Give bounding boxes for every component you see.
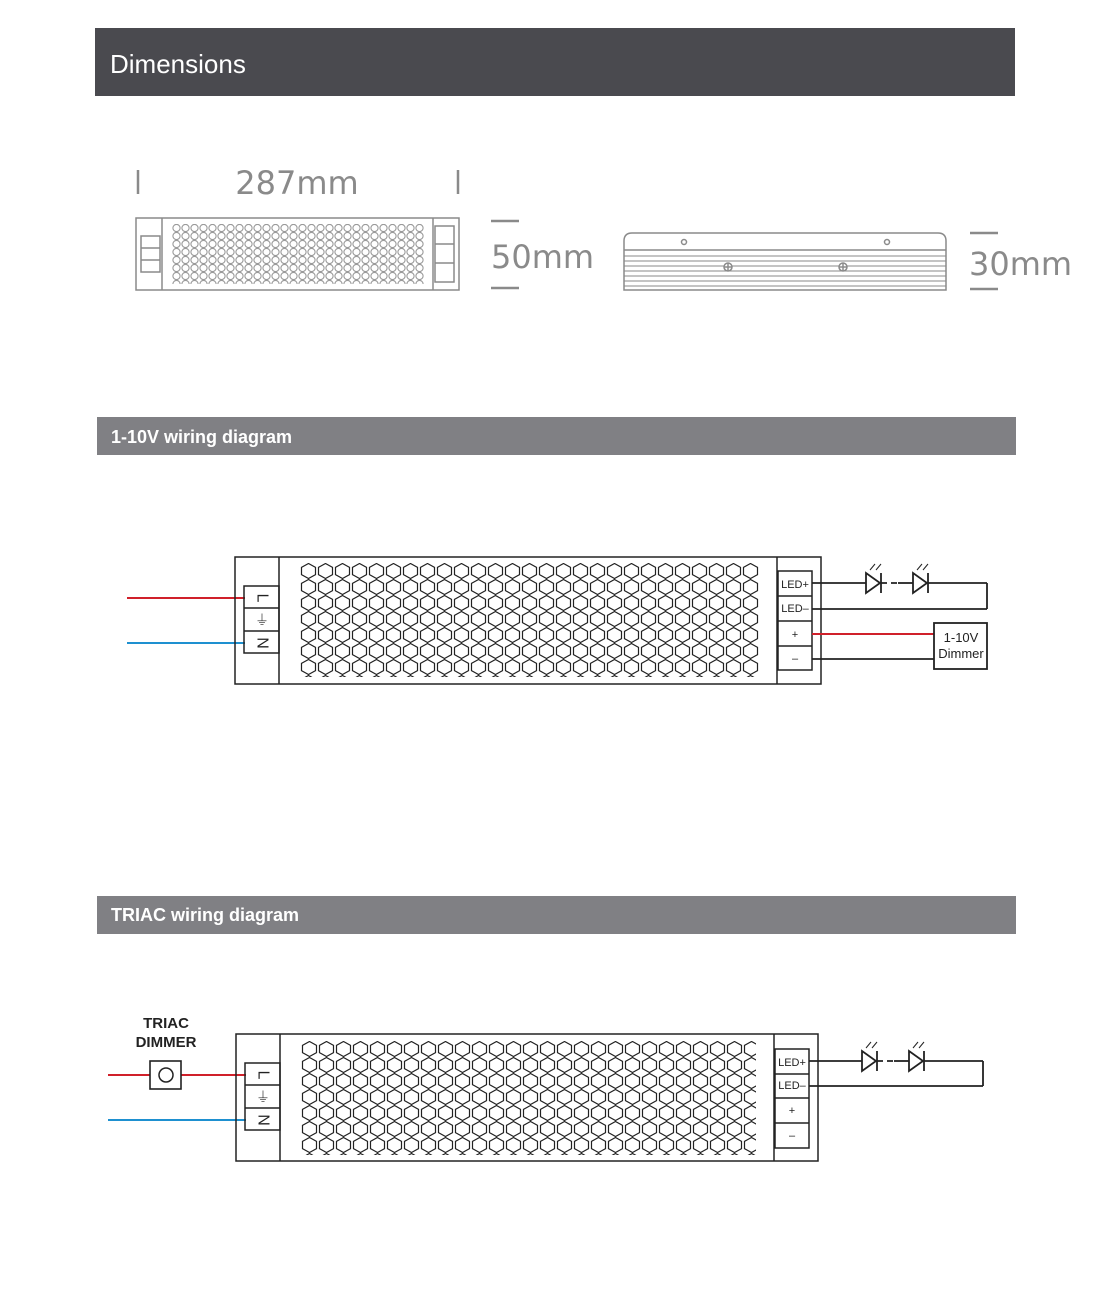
terminal-dim-minus: – (788, 1130, 796, 1142)
terminal-l: L (253, 593, 271, 603)
terminal-earth: ⏚ (255, 612, 269, 628)
led-string (812, 564, 987, 609)
triac-dimmer-line2: DIMMER (135, 1034, 197, 1051)
dimensions-title: Dimensions (110, 49, 246, 79)
terminal-led-minus: LED– (778, 1080, 806, 1092)
dimmer-1-10v-line1: 1-10V (943, 630, 979, 645)
driver-side-view (624, 233, 946, 290)
terminal-dim-plus: + (788, 1105, 796, 1117)
triac-dimmer-line1: TRIAC (143, 1015, 189, 1032)
ventilation-holes (172, 224, 424, 284)
width-label: 50mm (491, 238, 595, 276)
terminal-dim-minus: – (791, 653, 799, 665)
length-label: 287mm (235, 164, 359, 202)
wiring-triac-title: TRIAC wiring diagram (111, 905, 300, 925)
hex-vent-grid (300, 563, 759, 677)
terminal-led-minus: LED– (781, 603, 809, 615)
terminal-earth: ⏚ (256, 1089, 270, 1105)
terminal-dim-plus: + (791, 629, 799, 641)
terminal-led-plus: LED+ (781, 579, 809, 591)
wiring-1-10v-diagram (127, 557, 987, 684)
dimmer-1-10v-line2: Dimmer (938, 646, 984, 661)
height-label: 30mm (969, 245, 1073, 283)
led-string (809, 1042, 983, 1086)
hex-vent-grid (301, 1041, 756, 1155)
terminal-n: N (253, 637, 271, 649)
triac-dimmer-box (150, 1061, 181, 1089)
terminal-led-plus: LED+ (778, 1057, 806, 1069)
terminal-l: L (254, 1070, 272, 1080)
wiring-1-10v-title: 1-10V wiring diagram (111, 427, 293, 447)
terminal-n: N (254, 1114, 272, 1126)
wiring-triac-diagram (108, 1015, 983, 1161)
